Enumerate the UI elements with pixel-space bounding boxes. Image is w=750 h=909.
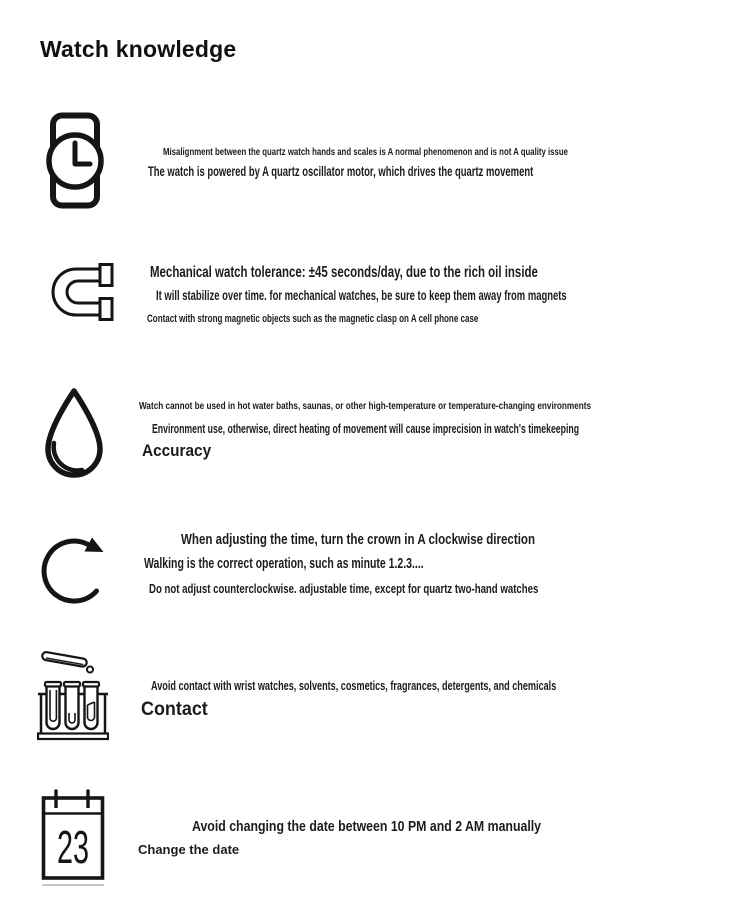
adjustment-main-line: When adjusting the time, turn the crown in A clockwise direction	[181, 531, 536, 548]
adjustment-note-line: Do not adjust counterclockwise. adjustable time, except for quartz two-hand watches	[149, 582, 539, 596]
calendar-icon	[40, 788, 106, 882]
movement-note-line: Misalignment between the quartz watch hands and scales is A normal phenomenon and is not A quality issue	[163, 147, 568, 158]
contact-sub-line: Avoid contact with wrist watches, solvents, cosmetics, fragrances, detergents, and chemicals	[151, 678, 557, 693]
accuracy-heading: Accuracy	[142, 442, 212, 460]
calendar-day-number: 23	[57, 821, 89, 873]
water-drop-icon	[41, 386, 107, 480]
test-tubes-icon	[37, 649, 109, 743]
page-title: Watch knowledge	[40, 36, 237, 62]
wristwatch-icon	[45, 112, 105, 209]
tolerance-main-line: Mechanical watch tolerance: ±45 seconds/day, due to the rich oil inside	[150, 264, 538, 281]
tolerance-note-line: Contact with strong magnetic objects such as the magnetic clasp on A cell phone case	[147, 313, 479, 325]
adjustment-sub-line: Walking is the correct operation, such as minute 1.2.3....	[144, 555, 424, 572]
tolerance-sub-line: It will stabilize over time. for mechanical watches, be sure to keep them away from magnets	[156, 288, 567, 303]
contact-heading: Contact	[141, 698, 208, 720]
magnet-icon	[40, 262, 114, 322]
accuracy-note-line: Watch cannot be used in hot water baths, saunas, or other high-temperature or temperature-changing environments	[139, 400, 592, 412]
calendar-shadow	[42, 884, 104, 886]
accuracy-sub-line: Environment use, otherwise, direct heating of movement will cause imprecision in watch's timekeeping	[152, 421, 580, 436]
date-main-line: Avoid changing the date between 10 PM and 2 AM manually	[192, 819, 542, 835]
date-heading: Change the date	[138, 842, 240, 857]
clockwise-arrow-icon	[40, 526, 108, 608]
movement-main-line: The watch is powered by A quartz oscillator motor, which drives the quartz movement	[148, 164, 534, 179]
